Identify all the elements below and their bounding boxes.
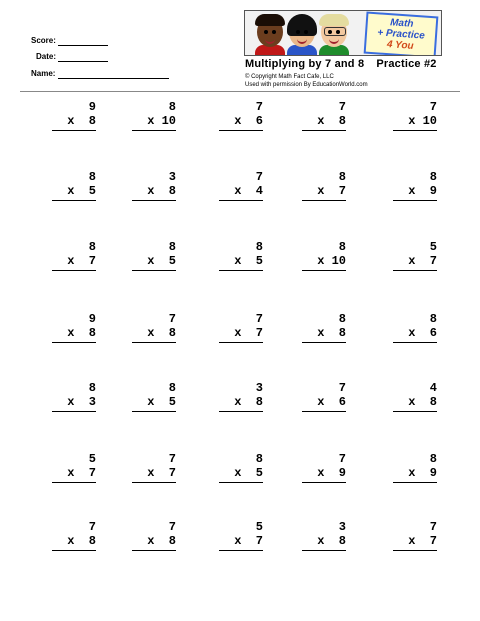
- answer-line[interactable]: [132, 342, 176, 343]
- problem-multiplicand: 5: [255, 520, 263, 534]
- problem-multiplier: x 7: [147, 466, 176, 480]
- problem-multiplier: x 8: [408, 395, 437, 409]
- problem-card: [219, 520, 263, 551]
- answer-line[interactable]: [393, 550, 437, 551]
- problem-card: [393, 312, 437, 343]
- answer-line[interactable]: [302, 482, 346, 483]
- problem-card: [393, 381, 437, 412]
- answer-line[interactable]: [302, 342, 346, 343]
- problem-multiplier: x 8: [317, 114, 346, 128]
- problem-card: [132, 520, 176, 551]
- answer-line[interactable]: [52, 270, 96, 271]
- answer-line[interactable]: [219, 342, 263, 343]
- answer-line[interactable]: [393, 130, 437, 131]
- problem-multiplicand: 9: [88, 100, 96, 114]
- problem-multiplicand: 5: [88, 452, 96, 466]
- problem-multiplicand: 7: [338, 381, 346, 395]
- problem-multiplicand: 7: [168, 452, 176, 466]
- title-main: Multiplying by 7 and 8: [245, 58, 365, 70]
- problem-card: [302, 520, 346, 551]
- score-label: Score:: [31, 36, 56, 45]
- problem-multiplier: x 6: [408, 326, 437, 340]
- problem-multiplier: x 10: [317, 254, 346, 268]
- answer-line[interactable]: [132, 482, 176, 483]
- name-label: Name:: [31, 69, 56, 78]
- problem-multiplicand: 8: [429, 452, 437, 466]
- answer-line[interactable]: [52, 550, 96, 551]
- problem-multiplicand: 7: [88, 520, 96, 534]
- problem-card: [132, 452, 176, 483]
- logo-line-2: + Practice: [376, 27, 426, 42]
- problem-card: [52, 312, 96, 343]
- answer-line[interactable]: [393, 411, 437, 412]
- problem-card: [302, 170, 346, 201]
- logo-line-3: 4 You: [386, 39, 414, 52]
- problem-card: [393, 520, 437, 551]
- answer-line[interactable]: [393, 200, 437, 201]
- problem-multiplicand: 3: [255, 381, 263, 395]
- answer-line[interactable]: [52, 411, 96, 412]
- problem-card: [52, 381, 96, 412]
- answer-line[interactable]: [393, 270, 437, 271]
- problem-card: [302, 100, 346, 131]
- problem-multiplicand: 8: [255, 452, 263, 466]
- problem-multiplicand: 7: [338, 100, 346, 114]
- problem-card: [132, 381, 176, 412]
- problem-multiplier: x 8: [317, 534, 346, 548]
- problem-multiplicand: 8: [429, 312, 437, 326]
- answer-line[interactable]: [302, 270, 346, 271]
- problem-multiplier: x 9: [408, 466, 437, 480]
- answer-line[interactable]: [302, 411, 346, 412]
- problem-multiplicand: 3: [338, 520, 346, 534]
- problem-multiplier: x 8: [147, 326, 176, 340]
- problem-card: [52, 100, 96, 131]
- answer-line[interactable]: [52, 130, 96, 131]
- problem-multiplier: x 8: [67, 114, 96, 128]
- answer-line[interactable]: [219, 550, 263, 551]
- copyright-text: © Copyright Math Fact Cafe, LLC: [245, 74, 334, 80]
- problem-multiplier: x 8: [317, 326, 346, 340]
- problem-card: [393, 170, 437, 201]
- problem-multiplier: x 8: [234, 395, 263, 409]
- problem-multiplicand: 7: [429, 520, 437, 534]
- problem-card: [302, 452, 346, 483]
- problem-multiplier: x 7: [317, 184, 346, 198]
- problem-multiplier: x 9: [317, 466, 346, 480]
- title-practice: Practice #2: [376, 58, 437, 70]
- answer-line[interactable]: [132, 130, 176, 131]
- problem-multiplier: x 7: [234, 326, 263, 340]
- answer-line[interactable]: [302, 550, 346, 551]
- problem-multiplier: x 5: [67, 184, 96, 198]
- problem-multiplier: x 6: [234, 114, 263, 128]
- answer-line[interactable]: [132, 200, 176, 201]
- problem-multiplicand: 8: [168, 100, 176, 114]
- problem-multiplier: x 5: [234, 254, 263, 268]
- logo-line-1: Math: [389, 17, 414, 30]
- problem-multiplicand: 7: [255, 100, 263, 114]
- problem-multiplicand: 8: [338, 240, 346, 254]
- problem-multiplicand: 7: [255, 312, 263, 326]
- answer-line[interactable]: [219, 270, 263, 271]
- problem-card: [219, 170, 263, 201]
- problem-multiplicand: 3: [168, 170, 176, 184]
- problem-card: [132, 240, 176, 271]
- answer-line[interactable]: [219, 411, 263, 412]
- problem-multiplicand: 8: [168, 240, 176, 254]
- problem-multiplier: x 3: [67, 395, 96, 409]
- problem-multiplicand: 9: [88, 312, 96, 326]
- answer-line[interactable]: [393, 342, 437, 343]
- problem-card: [302, 240, 346, 271]
- problem-multiplier: x 7: [67, 466, 96, 480]
- problem-multiplier: x 7: [67, 254, 96, 268]
- problem-card: [132, 312, 176, 343]
- answer-line[interactable]: [52, 482, 96, 483]
- problem-multiplier: x 10: [147, 114, 176, 128]
- problem-multiplicand: 8: [88, 170, 96, 184]
- problem-card: [302, 381, 346, 412]
- problem-card: [132, 170, 176, 201]
- problem-multiplier: x 5: [147, 254, 176, 268]
- problem-card: [219, 381, 263, 412]
- problem-card: [52, 452, 96, 483]
- problem-multiplicand: 8: [168, 381, 176, 395]
- problem-multiplicand: 8: [88, 381, 96, 395]
- problem-multiplicand: 4: [429, 381, 437, 395]
- problem-multiplier: x 9: [408, 184, 437, 198]
- permission-text: Used with permission By EducationWorld.com: [245, 82, 368, 88]
- problem-multiplier: x 4: [234, 184, 263, 198]
- problem-card: [393, 240, 437, 271]
- problem-multiplicand: 7: [255, 170, 263, 184]
- problem-card: [393, 100, 437, 131]
- problem-multiplicand: 7: [168, 312, 176, 326]
- problem-multiplier: x 5: [234, 466, 263, 480]
- problem-multiplicand: 8: [255, 240, 263, 254]
- problem-multiplicand: 8: [338, 312, 346, 326]
- problem-multiplicand: 8: [88, 240, 96, 254]
- problem-card: [219, 100, 263, 131]
- problem-multiplicand: 8: [338, 170, 346, 184]
- answer-line[interactable]: [219, 130, 263, 131]
- problem-multiplier: x 8: [147, 534, 176, 548]
- problem-card: [393, 452, 437, 483]
- problem-multiplier: x 8: [67, 534, 96, 548]
- answer-line[interactable]: [393, 482, 437, 483]
- answer-line[interactable]: [132, 270, 176, 271]
- answer-line[interactable]: [302, 130, 346, 131]
- problem-multiplicand: 5: [429, 240, 437, 254]
- answer-line[interactable]: [132, 550, 176, 551]
- answer-line[interactable]: [132, 411, 176, 412]
- answer-line[interactable]: [52, 342, 96, 343]
- problem-card: [52, 520, 96, 551]
- problem-multiplier: x 8: [67, 326, 96, 340]
- problem-multiplier: x 6: [317, 395, 346, 409]
- problem-card: [132, 100, 176, 131]
- problem-card: [52, 170, 96, 201]
- problem-multiplier: x 7: [234, 534, 263, 548]
- problem-card: [52, 240, 96, 271]
- problem-card: [219, 312, 263, 343]
- problem-multiplicand: 7: [168, 520, 176, 534]
- problem-multiplier: x 7: [408, 254, 437, 268]
- problem-card: [219, 452, 263, 483]
- problem-multiplier: x 8: [147, 184, 176, 198]
- problem-multiplier: x 7: [408, 534, 437, 548]
- answer-line[interactable]: [219, 200, 263, 201]
- problem-multiplicand: 8: [429, 170, 437, 184]
- problem-card: [302, 312, 346, 343]
- answer-line[interactable]: [52, 200, 96, 201]
- date-label: Date:: [36, 52, 57, 61]
- answer-line[interactable]: [302, 200, 346, 201]
- problem-multiplicand: 7: [338, 452, 346, 466]
- problem-multiplier: x 5: [147, 395, 176, 409]
- answer-line[interactable]: [219, 482, 263, 483]
- problem-multiplier: x 10: [408, 114, 437, 128]
- problem-multiplicand: 7: [429, 100, 437, 114]
- problem-card: [219, 240, 263, 271]
